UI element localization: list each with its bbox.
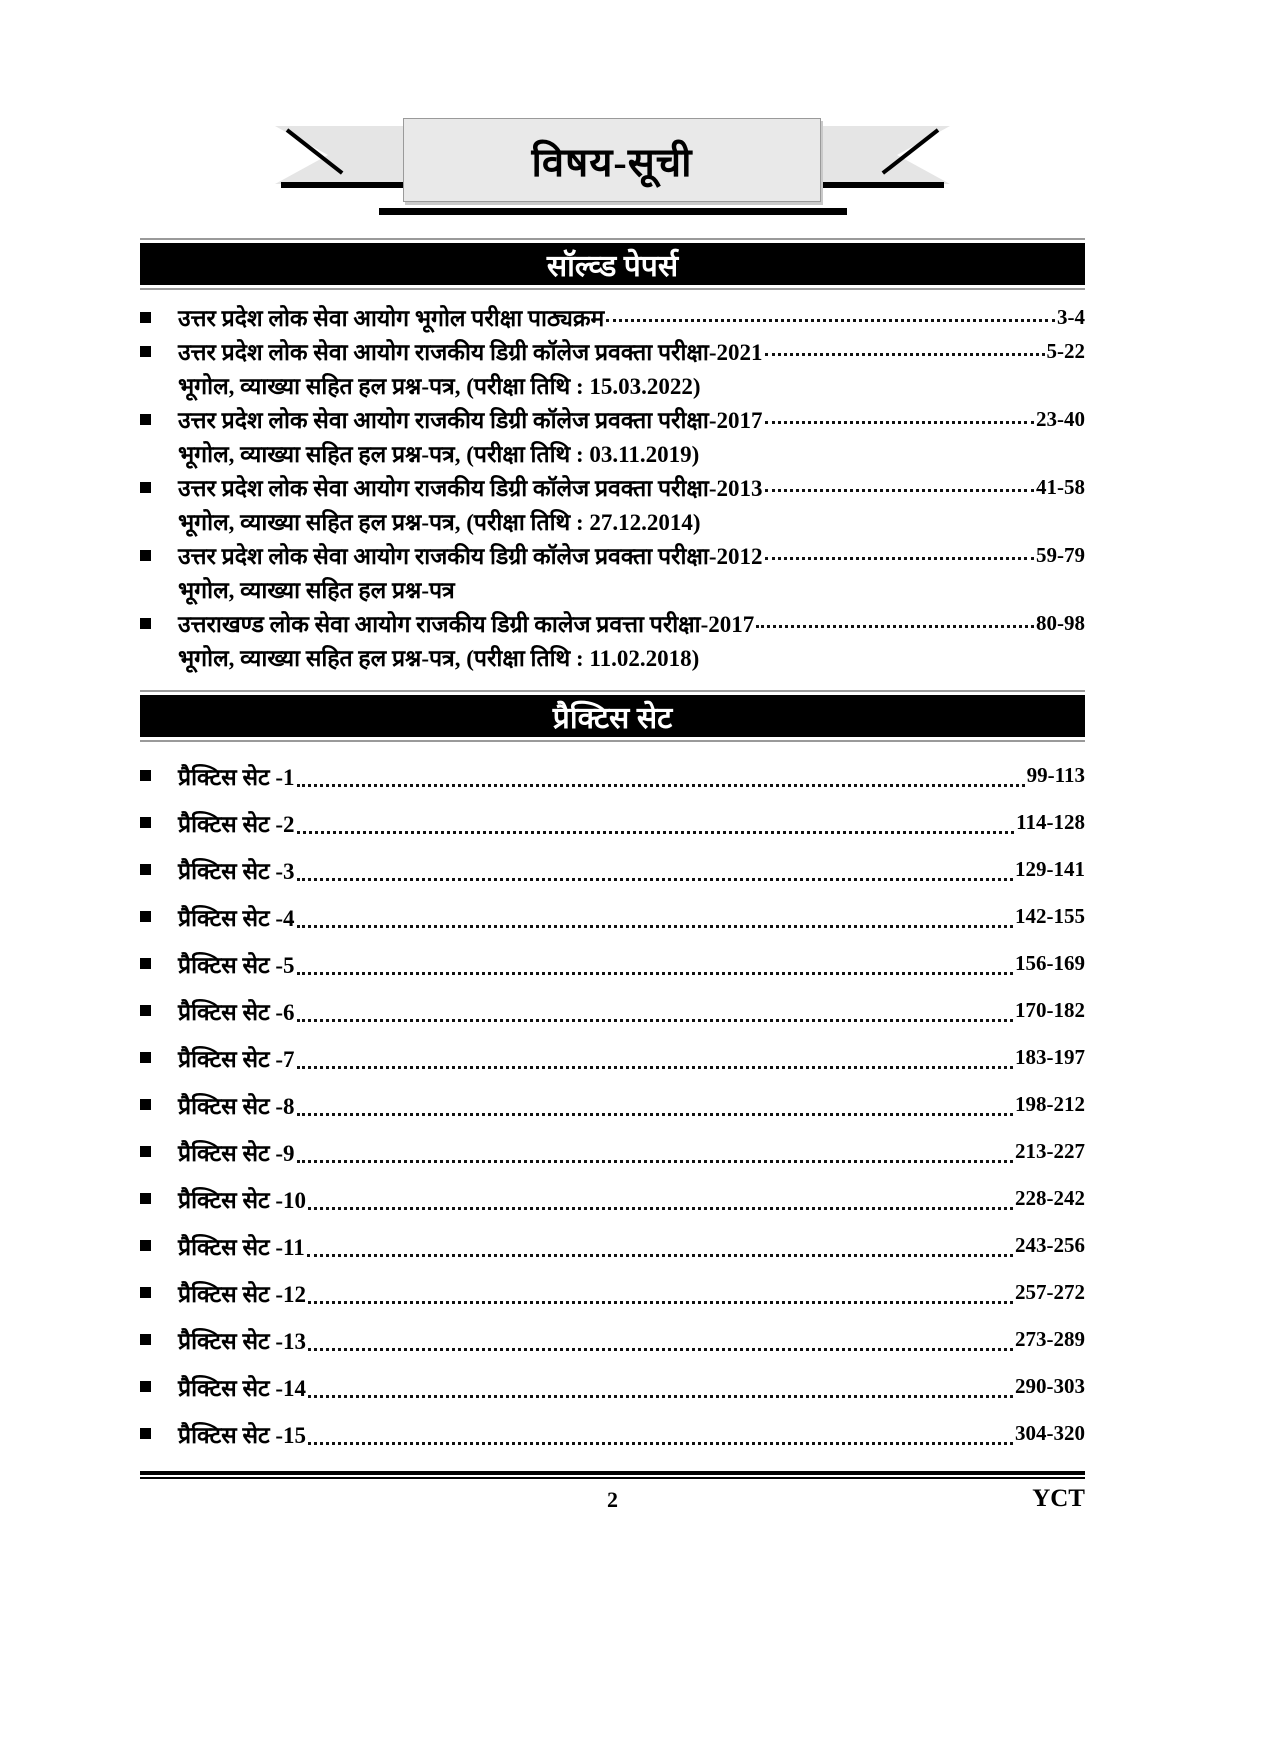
- dotted-leader: [308, 1348, 1013, 1351]
- practice-set-list: [140, 752, 1085, 1457]
- toc-item: [140, 1316, 1085, 1363]
- toc-item: [140, 1363, 1085, 1410]
- bullet-square-icon: [140, 1428, 151, 1439]
- solved-papers-list: [140, 300, 1085, 674]
- dotted-leader: [765, 557, 1034, 560]
- banner-underline: [379, 208, 847, 215]
- page-title: विषय-सूची: [531, 139, 693, 185]
- toc-item-title: उत्तर प्रदेश लोक सेवा आयोग भूगोल परीक्षा पाठ्यक्रम: [178, 306, 605, 331]
- toc-item-page-range: 228-242: [1015, 1186, 1085, 1210]
- toc-item: [140, 402, 1085, 436]
- banner-box: [403, 118, 821, 202]
- bullet-square-icon: [140, 550, 151, 561]
- toc-item-title: प्रैक्टिस सेट -14: [178, 1375, 307, 1401]
- bullet-square-icon: [140, 911, 151, 922]
- toc-item-title: प्रैक्टिस सेट -8: [178, 1093, 295, 1119]
- toc-item-title: प्रैक्टिस सेट -5: [178, 952, 295, 978]
- toc-item: [140, 752, 1085, 799]
- toc-item: [140, 1034, 1085, 1081]
- toc-item: [140, 1081, 1085, 1128]
- toc-item-page-range: 99-113: [1026, 763, 1085, 787]
- bullet-square-icon: [140, 958, 151, 969]
- toc-item: [140, 538, 1085, 572]
- toc-item-page-range: 213-227: [1015, 1139, 1085, 1163]
- bullet-square-icon: [140, 1052, 151, 1063]
- footer: [140, 1481, 1085, 1521]
- title-ribbon-banner: [275, 112, 950, 216]
- section-heading: सॉल्व्ड पेपर्स: [140, 243, 1085, 285]
- toc-item: [140, 334, 1085, 368]
- toc-item-title: प्रैक्टिस सेट -7: [178, 1046, 295, 1072]
- toc-item-page-range: 3-4: [1057, 304, 1085, 329]
- toc-item-title: प्रैक्टिस सेट -4: [178, 905, 295, 931]
- bullet-square-icon: [140, 1287, 151, 1298]
- bullet-square-icon: [140, 1146, 151, 1157]
- dotted-leader: [308, 1207, 1013, 1210]
- toc-item-title: प्रैक्टिस सेट -1: [178, 764, 295, 790]
- toc-item-page-range: 273-289: [1015, 1327, 1085, 1351]
- toc-item-title: उत्तर प्रदेश लोक सेवा आयोग राजकीय डिग्री कॉलेज प्रवक्ता परीक्षा-2013: [178, 476, 763, 501]
- dotted-leader: [297, 972, 1013, 975]
- toc-item-page-range: 170-182: [1015, 998, 1085, 1022]
- toc-item-page-range: 41-58: [1036, 474, 1085, 499]
- toc-item-title: प्रैक्टिस सेट -2: [178, 811, 295, 837]
- toc-item: [140, 846, 1085, 893]
- bullet-square-icon: [140, 1381, 151, 1392]
- toc-item: [140, 1269, 1085, 1316]
- toc-item-title: उत्तराखण्ड लोक सेवा आयोग राजकीय डिग्री कालेज प्रवत्ता परीक्षा-2017: [178, 612, 755, 637]
- bullet-square-icon: [140, 1005, 151, 1016]
- bullet-square-icon: [140, 1240, 151, 1251]
- toc-item: [140, 893, 1085, 940]
- toc-item-page-range: 5-22: [1046, 338, 1085, 363]
- dotted-leader: [308, 1442, 1013, 1445]
- page-content: [140, 112, 1085, 1521]
- toc-item-subtitle: भूगोल, व्याख्या सहित हल प्रश्न-पत्र, (परीक्षा तिथि : 03.11.2019): [178, 442, 700, 467]
- dotted-leader: [297, 925, 1013, 928]
- dotted-leader: [297, 784, 1025, 787]
- toc-item-page-range: 183-197: [1015, 1045, 1085, 1069]
- bullet-square-icon: [140, 618, 151, 629]
- toc-item: [140, 1222, 1085, 1269]
- dotted-leader: [606, 319, 1055, 322]
- toc-item-page-range: 243-256: [1015, 1233, 1085, 1257]
- dotted-leader: [297, 831, 1015, 834]
- toc-item-title: उत्तर प्रदेश लोक सेवा आयोग राजकीय डिग्री कॉलेज प्रवक्ता परीक्षा-2012: [178, 544, 763, 569]
- toc-item-title: प्रैक्टिस सेट -12: [178, 1281, 307, 1307]
- section-bar-practice-set: [140, 690, 1085, 742]
- toc-item: [140, 1410, 1085, 1457]
- dotted-leader: [297, 1160, 1013, 1163]
- section-bar-solved-papers: [140, 238, 1085, 290]
- bullet-square-icon: [140, 817, 151, 828]
- toc-item-title: प्रैक्टिस सेट -13: [178, 1328, 307, 1354]
- dotted-leader: [765, 421, 1034, 424]
- dotted-leader: [307, 1254, 1013, 1257]
- toc-item: [140, 799, 1085, 846]
- toc-item-page-range: 156-169: [1015, 951, 1085, 975]
- toc-item-page-range: 198-212: [1015, 1092, 1085, 1116]
- dotted-leader: [765, 489, 1034, 492]
- toc-item: [140, 606, 1085, 640]
- toc-item-page-range: 80-98: [1036, 610, 1085, 635]
- bullet-square-icon: [140, 414, 151, 425]
- toc-item-page-range: 129-141: [1015, 857, 1085, 881]
- toc-item-title: उत्तर प्रदेश लोक सेवा आयोग राजकीय डिग्री कॉलेज प्रवक्ता परीक्षा-2021: [178, 340, 763, 365]
- toc-item-page-range: 59-79: [1036, 542, 1085, 567]
- dotted-leader: [297, 1113, 1013, 1116]
- bullet-square-icon: [140, 482, 151, 493]
- toc-item: [140, 987, 1085, 1034]
- toc-item-page-range: 114-128: [1016, 810, 1085, 834]
- toc-item-title: उत्तर प्रदेश लोक सेवा आयोग राजकीय डिग्री कॉलेज प्रवक्ता परीक्षा-2017: [178, 408, 763, 433]
- bullet-square-icon: [140, 312, 151, 323]
- toc-item-page-range: 23-40: [1036, 406, 1085, 431]
- toc-item-subtitle: भूगोल, व्याख्या सहित हल प्रश्न-पत्र, (परीक्षा तिथि : 15.03.2022): [178, 374, 701, 399]
- bullet-square-icon: [140, 1334, 151, 1345]
- toc-item-title: प्रैक्टिस सेट -15: [178, 1422, 307, 1448]
- bullet-square-icon: [140, 864, 151, 875]
- toc-item: [140, 940, 1085, 987]
- bullet-square-icon: [140, 346, 151, 357]
- footer-rule: [140, 1471, 1085, 1479]
- footer-page-number: 2: [607, 1487, 618, 1512]
- ribbon-right-underline: [800, 182, 944, 188]
- toc-item: [140, 300, 1085, 334]
- dotted-leader: [297, 878, 1013, 881]
- toc-item: [140, 470, 1085, 504]
- toc-item-title: प्रैक्टिस सेट -6: [178, 999, 295, 1025]
- toc-item-page-range: 257-272: [1015, 1280, 1085, 1304]
- toc-item-subtitle: भूगोल, व्याख्या सहित हल प्रश्न-पत्र: [178, 578, 455, 603]
- dotted-leader: [308, 1395, 1013, 1398]
- dotted-leader: [765, 353, 1045, 356]
- toc-item-title: प्रैक्टिस सेट -9: [178, 1140, 295, 1166]
- toc-item: [140, 1175, 1085, 1222]
- toc-item-subtitle: भूगोल, व्याख्या सहित हल प्रश्न-पत्र, (परीक्षा तिथि : 11.02.2018): [178, 646, 700, 671]
- toc-item-subtitle: भूगोल, व्याख्या सहित हल प्रश्न-पत्र, (परीक्षा तिथि : 27.12.2014): [178, 510, 701, 535]
- dotted-leader: [297, 1019, 1013, 1022]
- bullet-square-icon: [140, 1099, 151, 1110]
- toc-item-page-range: 290-303: [1015, 1374, 1085, 1398]
- toc-item-page-range: 142-155: [1015, 904, 1085, 928]
- dotted-leader: [297, 1066, 1013, 1069]
- toc-item-page-range: 304-320: [1015, 1421, 1085, 1445]
- dotted-leader: [756, 625, 1034, 628]
- toc-item-title: प्रैक्टिस सेट -11: [178, 1234, 305, 1260]
- dotted-leader: [308, 1301, 1013, 1304]
- toc-item-title: प्रैक्टिस सेट -3: [178, 858, 295, 884]
- section-heading: प्रैक्टिस सेट: [140, 695, 1085, 737]
- toc-item: [140, 1128, 1085, 1175]
- bullet-square-icon: [140, 1193, 151, 1204]
- footer-brand: YCT: [1032, 1485, 1085, 1512]
- bullet-square-icon: [140, 770, 151, 781]
- toc-item-title: प्रैक्टिस सेट -10: [178, 1187, 307, 1213]
